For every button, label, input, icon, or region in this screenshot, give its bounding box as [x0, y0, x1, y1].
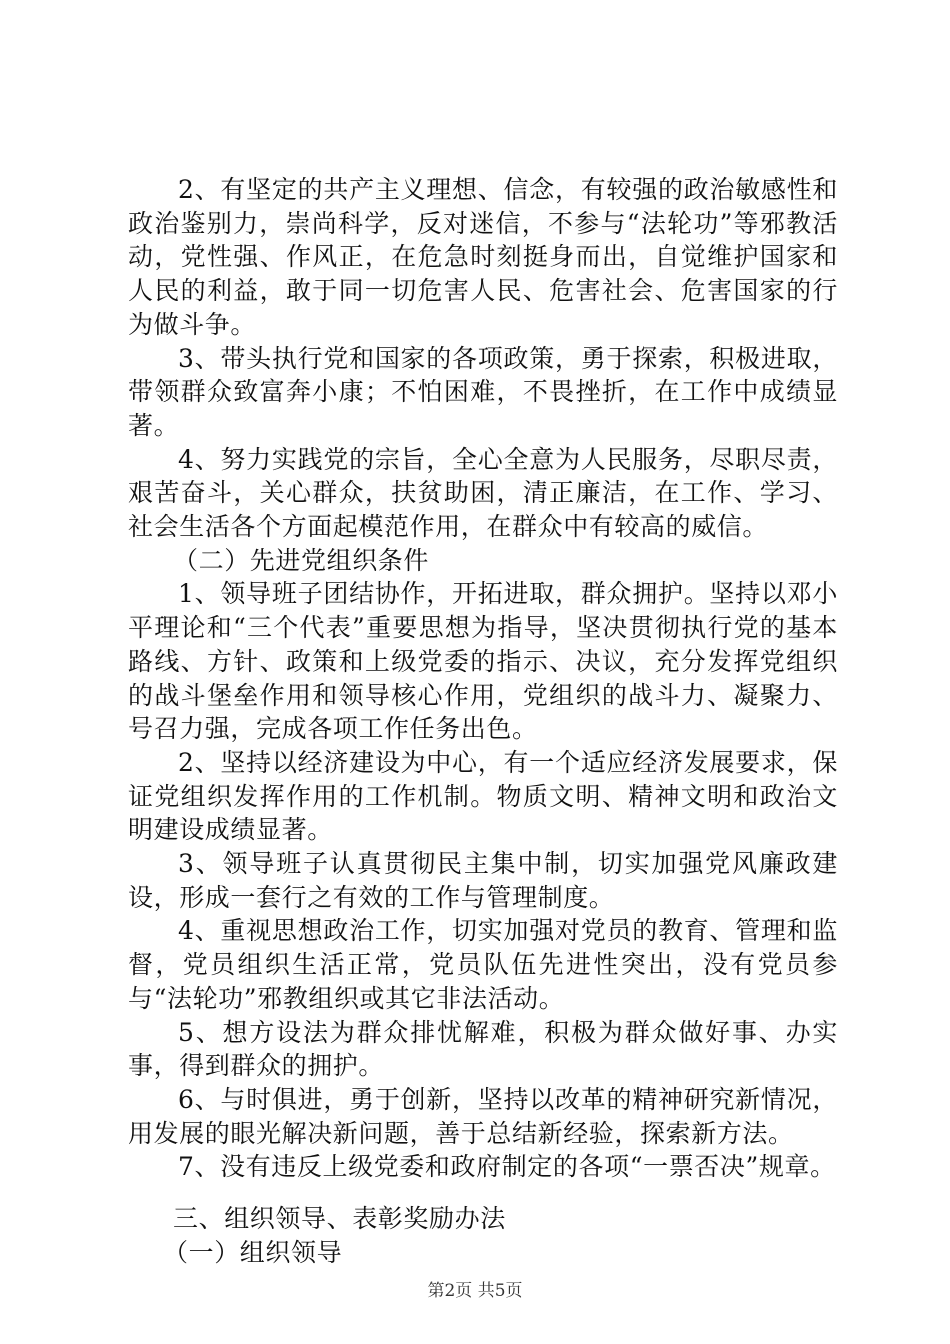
- paragraph-org-criteria-7: 7、没有违反上级党委和政府制定的各项“一票否决”规章。: [178, 1152, 836, 1182]
- page-number-footer: 第2页 共5页: [427, 1281, 523, 1301]
- paragraph-org-criteria-4: 4、重视思想政治工作，切实加强对党员的教育、管理和监督，党员组织生活正常，党员队伍先进性突出，没有党员参与“法轮功”邪教组织或其它非法活动。: [128, 916, 838, 1013]
- paragraph-criteria-4: 4、努力实践党的宗旨，全心全意为人民服务，尽职尽责，艰苦奋斗，关心群众，扶贫助困，清正廉洁，在工作、学习、社会生活各个方面起模范作用，在群众中有较高的威信。: [128, 444, 838, 542]
- paragraph-org-criteria-2: 2、坚持以经济建设为中心，有一个适应经济发展要求，保证党组织发挥作用的工作机制。物质文明、精神文明和政治文明建设成绩显著。: [128, 747, 838, 845]
- subheading-organization-leadership: （一）组织领导: [163, 1237, 343, 1267]
- section-heading-3: 三、组织领导、表彰奖励办法: [173, 1204, 506, 1234]
- paragraph-org-criteria-1: 1、领导班子团结协作，开拓进取，群众拥护。坚持以邓小平理论和“三个代表”重要思想为指导，坚决贯彻执行党的基本路线、方针、政策和上级党委的指示、决议，充分发挥党组织的战斗堡垒作用和领导核心作用，党组织的战斗力、凝聚力、号召力强，完成各项工作任务出色。: [128, 579, 838, 744]
- subheading-advanced-organization: （二）先进党组织条件: [173, 545, 430, 575]
- paragraph-criteria-2: 2、有坚定的共产主义理想、信念，有较强的政治敏感性和政治鉴别力，崇尚科学，反对迷信，不参与“法轮功”等邪教活动，党性强、作风正，在危急时刻挺身而出，自觉维护国家和人民的利益，敢于同一切危害人民、危害社会、危害国家的行为做斗争。: [128, 175, 838, 339]
- paragraph-org-criteria-3: 3、领导班子认真贯彻民主集中制，切实加强党风廉政建设，形成一套行之有效的工作与管理制度。: [128, 849, 838, 912]
- document-body: [128, 173, 838, 1270]
- paragraph-org-criteria-6: 6、与时俱进，勇于创新，坚持以改革的精神研究新情况，用发展的眼光解决新问题，善于总结新经验，探索新方法。: [128, 1084, 838, 1148]
- paragraph-org-criteria-5: 5、想方设法为群众排忧解难，积极为群众做好事、办实事，得到群众的拥护。: [128, 1017, 838, 1081]
- paragraph-criteria-3: 3、带头执行党和国家的各项政策，勇于探索，积极进取，带领群众致富奔小康；不怕困难，不畏挫折，在工作中成绩显著。: [128, 343, 838, 440]
